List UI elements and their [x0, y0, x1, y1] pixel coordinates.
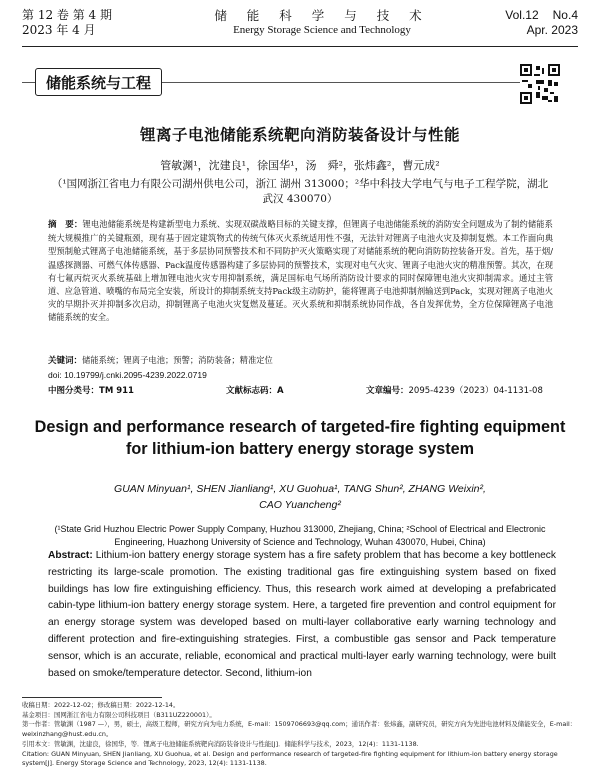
date-cn: 2023 年 4 月: [22, 23, 96, 37]
keywords-cn-text: 储能系统；锂离子电池；预警；消防装备；精准定位: [82, 355, 273, 365]
clc-value: TM 911: [99, 386, 134, 396]
authors-en: [60, 481, 540, 513]
header-center: [192, 8, 452, 38]
date-en: Apr. 2023: [526, 23, 578, 37]
qr-code-icon: [520, 64, 560, 104]
doc-code-label: 文献标志码：: [226, 386, 278, 396]
title-en: Design and performance research of targeted-fire fighting equipment for lithium-ion battery energy storage system: [34, 418, 566, 458]
volume-en: Vol.12: [505, 8, 539, 22]
title-cn: 锂离子电池储能系统靶向消防装备设计与性能: [139, 126, 460, 144]
header-right: [491, 8, 578, 38]
footnote-fund: 基金项目：国网浙江省电力有限公司科技项目（B311UZ220001）。: [22, 710, 216, 719]
authors-en-line1: GUAN Minyuan¹, SHEN Jianliang¹, XU Guohua¹, TANG Shun², ZHANG Weixin²,: [114, 483, 486, 495]
abstract-cn: [48, 218, 553, 325]
footnote-divider: [22, 697, 162, 698]
footnote-author: 第一作者：管敏渊（1987 —），男，硕士，高级工程师，研究方向为电力系统，E-mail：1509706693@qq.com；通讯作者：张炜鑫，副研究员，研究方向为先进电池材料及储能安全，E-mail：weixinzhang@hust.edu.cn。: [22, 720, 577, 739]
abstract-cn-text: 锂电池储能系统是构建新型电力系统、实现双碳战略目标的关键支撑，但锂离子电池储能系统的消防安全问题成为了制约储能系统大规模推广的关键瓶颈，现有基于固定建筑物式的传统气体灭火系统适用性不强，无法针对锂离子电池火灾及抑制复燃。本工作面向典型预制舱式锂离子电池储能系统，基于多层协同预警技术和不同防护灭火策略实现了对储能系统的靶向消防防控装备开发。首先，基于烟/温感探测器、可燃气体传感器、Pack温度传感器构建了多层协同的预警技术，实现对电气火灾、锂离子电池火灾的精准预警。其次，在现有七氟丙烷灭火系统基础上增加锂电池火灾专用抑制系统，满足国标电气场所消防设计要求的同时保障锂电池火灾抑制需求。通过主管道、应急管道、喷嘴的布局完全安装，所设计的抑制系统支持Pack级主动防护，能将锂离子电池抑制剂输送到Pack，实现对锂离子电池火灾的早期扑灭并抑制多次启动，抑制锂离子电池火灾复燃及蔓延。灭火系统和抑制系统协同作战，各自发挥优势，全方位保障锂离子电池储能系统的安全。: [48, 219, 553, 323]
abstract-en-label: Abstract:: [48, 550, 93, 561]
header-divider: [22, 46, 578, 47]
clc-label: 中图分类号：: [48, 386, 100, 396]
article-no-value: 2095-4239（2023）04-1131-08: [408, 386, 543, 396]
journal-header: [22, 8, 578, 44]
affiliation-cn: （¹国网浙江省电力有限公司湖州供电公司，浙江 湖州 313000；²华中科技大学电气与电子工程学院，湖北 武汉 430070）: [51, 178, 549, 205]
classification-line: [48, 384, 553, 396]
affiliation-en: (¹State Grid Huzhou Electric Power Supply Company, Huzhou 313000, Zhejiang, China; ²School of Electrical and Electronic Engineering, Huazhong University of Science and Technology, Wuhan 430070, Hubei, China): [54, 524, 546, 547]
abstract-en: [48, 548, 556, 682]
keywords-cn-label: 关键词：: [48, 356, 83, 366]
abstract-en-text: Lithium-ion battery energy storage system has a fire safety problem that has become a key bottleneck restricting its large-scale promotion. The existing traditional gas fire extinguishing system based on fixed buildings has low fire extinguishing efficiency. Thus, this research work aimed at developing a prefabricated cabin-type lithium-ion battery energy storage system. Here, a targeted fire prevention and control equipment for an energy storage system was developed based on multi-layer collaborative early warning technology and different protection and fire-extinguishing strategies. First, a combustible gas sensor and Pack temperature sensor, which is an accurate, reliable, economical and practical multi-layer early warning technology, were built based on smoke/temperature detector. Second, lithium-ion: [48, 550, 556, 679]
number-en: No.4: [552, 8, 578, 22]
journal-name-cn: 储 能 科 学 与 技 术: [214, 8, 430, 23]
header-left: [22, 8, 112, 38]
footnote-received: 收稿日期：2022-12-02；修改稿日期：2022-12-14。: [22, 701, 180, 709]
section-label: 储能系统与工程: [35, 68, 162, 96]
volume-cn: 第 12 卷 第 4 期: [22, 8, 112, 22]
authors-en-line2: CAO Yuancheng²: [259, 499, 341, 511]
abstract-cn-label: 摘 要：: [48, 220, 83, 230]
article-no-label: 文章编号：: [366, 386, 409, 396]
footnotes: [22, 701, 578, 769]
footnote-citation-en: Citation: GUAN Minyuan, SHEN Jianliang, XU Guohua, et al. Design and performance research of targeted-fire fighting equipment for lithium-ion battery energy storage system[J]. Energy Storage Science and Technology, 2023, 12(4): 1131-1138.: [22, 749, 558, 768]
doc-code-value: A: [277, 386, 284, 396]
authors-cn: 管敏渊¹，沈建良¹，徐国华¹，汤 舜²，张炜鑫²，曹元成²: [160, 159, 440, 172]
doi: doi: 10.19799/j.cnki.2095-4239.2022.0719: [48, 370, 207, 380]
keywords-cn: [48, 354, 553, 366]
journal-name-en: Energy Storage Science and Technology: [233, 24, 411, 36]
footnote-citation-cn: 引用本文：管敏渊，沈建良，徐国华，等．锂离子电池储能系统靶向消防装备设计与性能[J]．储能科学与技术，2023，12(4)：1131-1138.: [22, 739, 419, 748]
